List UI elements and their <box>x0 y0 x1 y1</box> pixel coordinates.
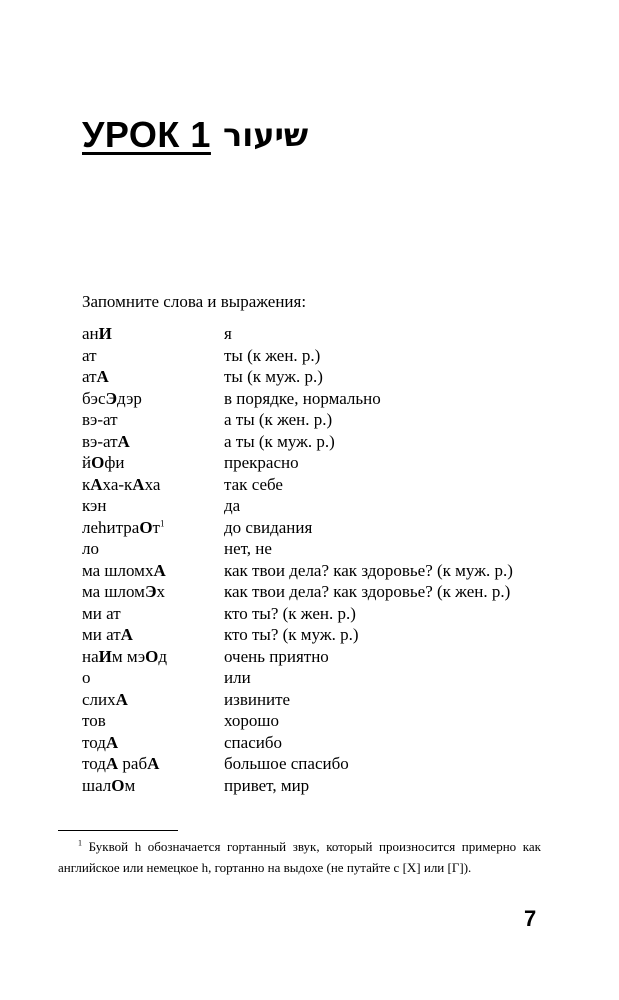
term-segment: кэн <box>82 496 107 515</box>
term-segment: раб <box>118 754 148 773</box>
vocabulary-term <box>82 646 224 668</box>
vocabulary-meaning: прекрасно <box>224 453 299 472</box>
vocabulary-row <box>82 538 582 560</box>
vocabulary-meaning: или <box>224 668 251 687</box>
vocabulary-term <box>82 517 224 539</box>
term-segment: тод <box>82 732 106 752</box>
vocabulary-term <box>82 452 224 474</box>
vocabulary-term <box>82 667 224 689</box>
term-segment: ан <box>82 324 99 343</box>
term-segment: д <box>158 646 168 666</box>
vocabulary-list <box>82 323 582 796</box>
vocabulary-meaning: как твои дела? как здоровье? (к жен. р.) <box>224 582 511 601</box>
vocabulary-row <box>82 495 582 517</box>
term-segment: м <box>124 775 136 795</box>
vocabulary-term <box>82 431 224 453</box>
vocabulary-term <box>82 366 224 388</box>
vocabulary-term <box>82 323 224 345</box>
vocabulary-term <box>82 495 224 517</box>
vocabulary-meaning: да <box>224 496 241 515</box>
term-segment: дэр <box>117 388 142 408</box>
vocabulary-row <box>82 474 582 496</box>
vocabulary-meaning: кто ты? (к муж. р.) <box>224 625 359 644</box>
vocabulary-row <box>82 388 582 410</box>
term-segment: ма шломх <box>82 560 154 580</box>
vocabulary-meaning: хорошо <box>224 711 279 730</box>
vocabulary-row <box>82 366 582 388</box>
vocabulary-meaning: я <box>224 324 232 343</box>
term-segment: на <box>82 646 99 666</box>
footnote-marker: 1 <box>78 838 82 848</box>
stressed-vowel: О <box>111 775 125 795</box>
term-segment: о <box>82 668 91 687</box>
term-segment: ми ат <box>82 603 121 623</box>
stressed-vowel: Э <box>144 582 157 601</box>
vocabulary-term <box>82 710 224 732</box>
stressed-vowel: А <box>153 560 166 580</box>
footnote <box>58 836 541 878</box>
vocabulary-row <box>82 732 582 754</box>
stressed-vowel: А <box>120 625 133 644</box>
vocabulary-meaning: нет, не <box>224 539 272 558</box>
vocabulary-term <box>82 560 224 582</box>
vocabulary-term <box>82 732 224 754</box>
vocabulary-row <box>82 581 582 603</box>
stressed-vowel: О <box>145 646 159 666</box>
vocabulary-meaning: ты (к муж. р.) <box>224 367 323 386</box>
vocabulary-term <box>82 775 224 797</box>
term-segment: ло <box>82 539 99 558</box>
term-segment: ха <box>144 474 161 494</box>
vocabulary-term <box>82 474 224 496</box>
term-segment: тов <box>82 711 106 730</box>
term-segment: фи <box>104 453 125 472</box>
footnote-text: Буквой h обозначается гортанный звук, который произносится примерно как английское или немецкое h, гортанно на выдохе (не путайте с [Х] или [Г]). <box>58 839 541 875</box>
vocabulary-meaning: а ты (к муж. р.) <box>224 431 335 451</box>
vocabulary-term <box>82 388 224 410</box>
term-segment: тод <box>82 754 106 773</box>
stressed-vowel: Э <box>105 388 118 408</box>
vocabulary-term <box>82 753 224 775</box>
term-segment: м мэ <box>111 646 146 666</box>
term-segment: т <box>152 517 160 537</box>
footnote-separator <box>58 830 178 831</box>
stressed-vowel: А <box>132 474 145 494</box>
vocabulary-term <box>82 624 224 646</box>
lesson-title <box>82 112 308 158</box>
vocabulary-meaning: в порядке, нормально <box>224 388 381 408</box>
stressed-vowel: И <box>98 646 112 666</box>
vocabulary-row <box>82 646 582 668</box>
vocabulary-term <box>82 409 224 431</box>
vocabulary-meaning: ты (к жен. р.) <box>224 345 321 365</box>
footnote-reference: 1 <box>159 517 165 528</box>
stressed-vowel: И <box>98 324 112 343</box>
stressed-vowel: А <box>117 431 130 451</box>
vocabulary-row <box>82 603 582 625</box>
lesson-title-russian: УРОК 1 <box>82 114 211 155</box>
vocabulary-meaning: а ты (к жен. р.) <box>224 410 333 429</box>
vocabulary-row <box>82 667 582 689</box>
term-segment: вэ-ат <box>82 431 118 451</box>
lesson-title-hebrew: שיעור <box>222 116 309 154</box>
vocabulary-term <box>82 581 224 603</box>
vocabulary-meaning: кто ты? (к жен. р.) <box>224 603 356 623</box>
stressed-vowel: О <box>91 453 105 472</box>
stressed-vowel: А <box>105 754 119 773</box>
term-segment: й <box>82 453 92 472</box>
vocabulary-row <box>82 452 582 474</box>
vocabulary-intro: Запомните слова и выражения: <box>82 292 307 311</box>
vocabulary-meaning: большое спасибо <box>224 754 349 773</box>
vocabulary-row <box>82 624 582 646</box>
term-segment: ха-к <box>102 474 133 494</box>
vocabulary-meaning: так себе <box>224 474 283 494</box>
vocabulary-meaning: извините <box>224 689 291 709</box>
term-segment: ат <box>82 345 97 365</box>
term-segment: ат <box>82 367 97 386</box>
vocabulary-row <box>82 517 582 539</box>
vocabulary-meaning: привет, мир <box>224 775 310 795</box>
page-number: 7 <box>524 906 537 931</box>
vocabulary-term <box>82 603 224 625</box>
stressed-vowel: А <box>90 474 103 494</box>
vocabulary-row <box>82 560 582 582</box>
vocabulary-meaning: до свидания <box>224 517 313 537</box>
term-segment: леhитра <box>82 517 140 537</box>
vocabulary-row <box>82 710 582 732</box>
term-segment: ма шлом <box>82 582 145 601</box>
vocabulary-row <box>82 431 582 453</box>
vocabulary-row <box>82 409 582 431</box>
stressed-vowel: А <box>147 754 160 773</box>
stressed-vowel: О <box>139 517 153 537</box>
term-segment: вэ-ат <box>82 410 118 429</box>
term-segment: бэс <box>82 388 106 408</box>
stressed-vowel: А <box>115 689 128 709</box>
stressed-vowel: А <box>105 732 119 752</box>
term-segment: ми ат <box>82 625 121 644</box>
vocabulary-term <box>82 345 224 367</box>
vocabulary-row <box>82 323 582 345</box>
vocabulary-meaning: спасибо <box>224 732 282 752</box>
vocabulary-meaning: как твои дела? как здоровье? (к муж. р.) <box>224 560 513 580</box>
vocabulary-row <box>82 775 582 797</box>
vocabulary-term <box>82 689 224 711</box>
vocabulary-term <box>82 538 224 560</box>
term-segment: шал <box>82 775 112 795</box>
vocabulary-row <box>82 689 582 711</box>
term-segment: слих <box>82 689 116 709</box>
vocabulary-row <box>82 753 582 775</box>
term-segment: к <box>82 474 91 494</box>
vocabulary-row <box>82 345 582 367</box>
vocabulary-meaning: очень приятно <box>224 646 329 666</box>
term-segment: х <box>156 582 165 601</box>
stressed-vowel: А <box>96 367 109 386</box>
